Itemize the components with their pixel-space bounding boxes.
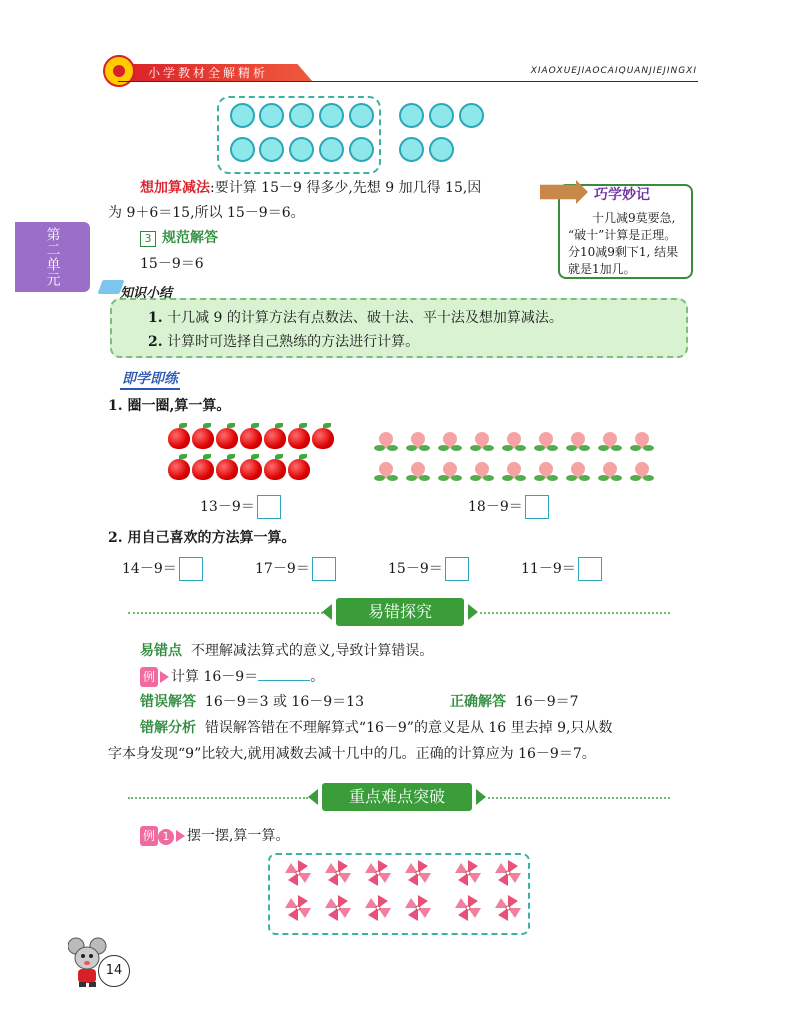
summary-item-num: 2. [148, 334, 163, 350]
circle-icon [349, 137, 374, 162]
q2-equation [521, 557, 602, 581]
triangle-icon [160, 671, 169, 683]
equation-text: 18－9＝ [468, 499, 523, 515]
equation-text: 13－9＝ [200, 499, 255, 515]
apple-icon [240, 428, 262, 449]
summary-item-text: 十几减 9 的计算方法有点数法、破十法、平十法及想加算减法。 [167, 310, 563, 326]
section-number-badge: 3 [140, 231, 156, 247]
peach-icon [471, 462, 493, 482]
practice-q1-prompt: 1. 圈一圈,算一算。 [108, 398, 231, 414]
circle-icon [319, 103, 344, 128]
banner-arrow-right-icon [468, 604, 478, 620]
circle-icon [429, 103, 454, 128]
equation-text: 14－9＝ [122, 561, 177, 577]
page-number: 14 [98, 955, 130, 987]
apple-icon [192, 459, 214, 480]
pinwheel-icon [403, 858, 433, 888]
apple-icon [192, 428, 214, 449]
banner-divider [488, 797, 670, 800]
banner-divider [128, 612, 323, 615]
header-title: 小学教材全解精析 [148, 66, 269, 80]
apple-icon [288, 428, 310, 449]
right-answer-row [450, 692, 579, 712]
q2-equation [255, 557, 336, 581]
apple-icon [312, 428, 334, 449]
pinwheel-icon [403, 893, 433, 923]
circle-icon [399, 137, 424, 162]
pinwheel-icon [283, 858, 313, 888]
wrong-answer-label: 错误解答 [140, 694, 196, 710]
peach-icon [599, 462, 621, 482]
apple-icon [264, 428, 286, 449]
key-example [140, 826, 289, 846]
analysis-label: 错解分析 [140, 720, 196, 736]
pinwheel-icon [283, 893, 313, 923]
method-text-2: 为 9＋6＝15,所以 15－9＝6。 [108, 205, 305, 221]
q2-equation [122, 557, 203, 581]
summary-item-2 [148, 332, 419, 352]
pinwheel-icon [493, 858, 523, 888]
answer-box[interactable] [179, 557, 203, 581]
answer-box[interactable] [578, 557, 602, 581]
peach-icon [599, 432, 621, 452]
tip-line: “破十”计算是正理。 [568, 228, 677, 242]
summary-item-num: 1. [148, 310, 163, 326]
example-text: 摆一摆,算一算。 [187, 828, 290, 844]
banner-arrow-left-icon [322, 604, 332, 620]
apple-icon [264, 459, 286, 480]
error-section-banner: 易错探究 [336, 598, 464, 626]
banner-arrow-left-icon [308, 789, 318, 805]
circle-icon [429, 137, 454, 162]
circle-icon [259, 103, 284, 128]
apple-icon [240, 459, 262, 480]
standard-answer-heading [140, 228, 218, 248]
analysis-text-1: 错误解答错在不理解算式“16－9”的意义是从 16 里去掉 9,只从数 [204, 720, 613, 736]
circle-icon [259, 137, 284, 162]
q2-equation [388, 557, 469, 581]
unit-side-tab: 第二单元 [15, 222, 90, 292]
pinwheel-icon [363, 893, 393, 923]
peach-icon [439, 432, 461, 452]
peach-icon [503, 462, 525, 482]
peach-icon [471, 432, 493, 452]
q1-equation-right [468, 495, 549, 519]
apple-icon [288, 459, 310, 480]
answer-box[interactable] [525, 495, 549, 519]
example-end: 。 [310, 669, 325, 685]
apple-icon [216, 428, 238, 449]
summary-item-1 [148, 308, 563, 328]
wrong-answer-text: 16－9＝3 或 16－9＝13 [204, 694, 364, 710]
peach-icon [631, 462, 653, 482]
peach-icon [375, 462, 397, 482]
method-text-1: :要计算 15－9 得多少,先想 9 加几得 15,因 [210, 180, 482, 196]
pinwheel-icon [323, 893, 353, 923]
practice-q2-prompt: 2. 用自己喜欢的方法算一算。 [108, 530, 296, 546]
pinwheel-icon [453, 858, 483, 888]
method-label: 想加算减法 [140, 180, 210, 196]
answer-box[interactable] [257, 495, 281, 519]
peach-icon [407, 432, 429, 452]
header-pinyin: XIAOXUEJIAOCAIQUANJIEJINGXI [530, 66, 697, 76]
circle-icon [319, 137, 344, 162]
apple-icon [216, 459, 238, 480]
circle-icon [349, 103, 374, 128]
tip-line: 十几减9莫要急, [592, 211, 676, 225]
circle-icon [459, 103, 484, 128]
peach-icon [535, 462, 557, 482]
peach-icon [375, 432, 397, 452]
error-point-text: 不理解减法算式的意义,导致计算错误。 [190, 643, 434, 659]
peach-icon [631, 432, 653, 452]
circle-icon [399, 103, 424, 128]
answer-box[interactable] [312, 557, 336, 581]
peach-icon [503, 432, 525, 452]
circle-icon [289, 137, 314, 162]
pinwheel-icon [363, 858, 393, 888]
banner-divider [480, 612, 670, 615]
tip-line: 就是1加几。 [568, 262, 636, 276]
q1-equation-left [200, 495, 281, 519]
banner-arrow-right-icon [476, 789, 486, 805]
error-point [140, 641, 433, 661]
analysis-text-2: 字本身发现“9”比较大,就用减数去减十几中的几。正确的计算应为 16－9＝7。 [108, 746, 596, 762]
right-answer-text: 16－9＝7 [514, 694, 579, 710]
key-section-banner: 重点难点突破 [322, 783, 472, 811]
wrong-answer-row [140, 692, 364, 712]
equation-text: 15－9＝ [388, 561, 443, 577]
peach-icon [535, 432, 557, 452]
example-text: 计算 16－9＝ [171, 669, 259, 685]
banner-divider [128, 797, 308, 800]
summary-item-text: 计算时可选择自己熟练的方法进行计算。 [167, 334, 420, 350]
equation-text: 11－9＝ [521, 561, 576, 577]
pinwheel-icon [453, 893, 483, 923]
example-badge: 例 [140, 826, 158, 846]
peach-icon [439, 462, 461, 482]
example-badge: 例 [140, 667, 158, 687]
apple-icon [168, 428, 190, 449]
standard-answer-label: 规范解答 [162, 230, 218, 246]
right-answer-label: 正确解答 [450, 694, 506, 710]
answer-blank[interactable] [258, 666, 310, 681]
error-point-label: 易错点 [140, 643, 182, 659]
tip-line: 分10减9剩下1, 结果 [568, 245, 679, 259]
peach-icon [567, 432, 589, 452]
peach-icon [407, 462, 429, 482]
triangle-icon [176, 830, 185, 842]
standard-answer-text: 15－9＝6 [140, 256, 204, 272]
circle-icon [230, 137, 255, 162]
peach-icon [567, 462, 589, 482]
method-line-1 [140, 178, 481, 198]
error-example [140, 666, 324, 687]
header-divider [118, 81, 698, 82]
equation-text: 17－9＝ [255, 561, 310, 577]
circle-icon [289, 103, 314, 128]
logo-icon [103, 55, 135, 87]
answer-box[interactable] [445, 557, 469, 581]
pinwheel-icon [323, 858, 353, 888]
example-number-badge: 1 [158, 829, 174, 845]
practice-title: 即学即练 [120, 368, 180, 390]
analysis-line-1 [140, 718, 612, 738]
pinwheel-icon [493, 893, 523, 923]
summary-title: 知识小结 [120, 286, 173, 301]
tip-title: 巧学妙记 [594, 187, 650, 203]
circle-icon [230, 103, 255, 128]
apple-icon [168, 459, 190, 480]
